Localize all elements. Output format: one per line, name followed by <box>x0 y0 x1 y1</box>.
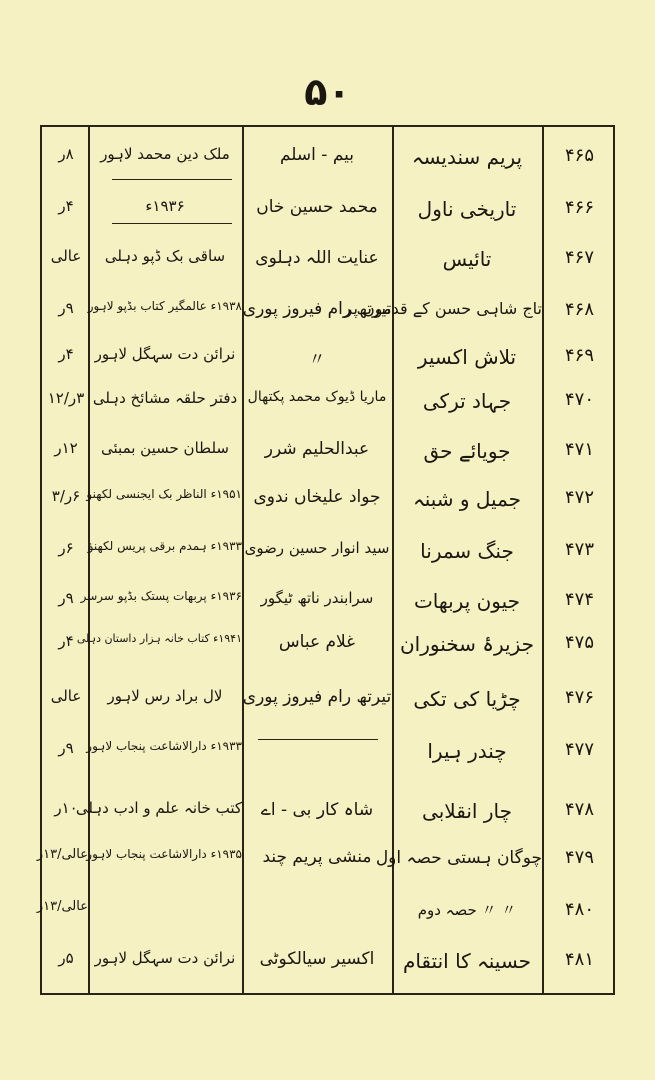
book-publisher: ۱۹۳۶ء <box>145 197 185 215</box>
book-publisher: ملک دین محمد لاہور <box>100 145 230 163</box>
book-price: ۴ر <box>58 197 74 215</box>
book-publisher: لال براد رس لاہور <box>107 687 223 705</box>
entry-number: ۴۶۶ <box>564 197 594 218</box>
book-title: تاج شاہی حسن کے قدموں پر <box>344 299 542 318</box>
book-publisher: نرائن دت سہگل لاہور <box>94 949 236 967</box>
book-author: عنایت اللہ دہلوی <box>255 248 379 268</box>
book-author: منشی پریم چند <box>262 847 372 867</box>
entry-number: ۴۶۹ <box>564 345 594 366</box>
book-title: جنگ سمرنا <box>420 539 514 563</box>
book-title: چندر ہیرا <box>427 739 507 763</box>
entry-number: ۴۷۵ <box>564 632 594 653</box>
book-title: جہاد ترکی <box>422 389 512 413</box>
book-author: شاہ کار بی - اے <box>260 800 374 820</box>
entry-number: ۴۶۷ <box>564 247 594 268</box>
entry-number: ۴۷۰ <box>564 389 594 410</box>
entry-number: ۴۶۸ <box>564 299 594 320</box>
book-publisher: ۱۹۳۵ء دارالاشاعت پنجاب لاہور <box>86 847 242 861</box>
book-publisher: ۱۹۳۳ء دارالاشاعت پنجاب لاہور <box>86 739 242 753</box>
book-price: ۱۲ر <box>54 439 78 457</box>
book-title: تاریخی ناول <box>417 197 517 221</box>
row-rule <box>112 179 232 180</box>
book-price: ۸ر <box>58 145 74 163</box>
book-publisher: ۱۹۳۳ء ہمدم برقی پریس لکھنؤ <box>87 539 242 553</box>
entry-number: ۴۸۱ <box>564 949 594 970</box>
book-price: عالی <box>50 687 82 705</box>
book-title: حسینہ کا انتقام <box>402 949 532 973</box>
row-rule <box>258 739 378 740</box>
book-price: ۵ر <box>58 949 74 967</box>
row-rule <box>112 223 232 224</box>
entry-number: ۴۷۴ <box>564 589 594 610</box>
book-price: ۱۰ر <box>54 799 78 817</box>
book-title: 〃 〃 حصہ دوم <box>417 901 517 919</box>
entry-number: ۴۷۳ <box>564 539 594 560</box>
book-price: ۹ر <box>58 739 74 757</box>
book-author: سرابندر ناتھ ٹیگور <box>260 589 374 607</box>
book-price: عالی <box>50 247 82 265</box>
book-author: اکسیر سیالکوٹی <box>259 949 375 969</box>
book-title: چوگان ہستی حصہ اول <box>375 848 542 868</box>
book-price: ۹ر <box>58 589 74 607</box>
book-title: تلاش اکسیر <box>417 345 517 369</box>
book-author: محمد حسین خاں <box>256 197 378 217</box>
entry-number: ۴۷۷ <box>564 739 594 760</box>
book-publisher: نرائن دت سہگل لاہور <box>94 345 236 363</box>
book-price: ۴ر <box>58 345 74 363</box>
book-publisher: کتب خانہ علم و ادب دہلی <box>75 799 242 817</box>
book-publisher: ساقی بک ڈپو دہلی <box>104 247 226 265</box>
book-author: عبدالحلیم شرر <box>264 439 370 459</box>
book-publisher: ۱۹۳۸ء عالمگیر کتاب بڈپو لاہور <box>87 299 242 313</box>
book-price: ۹ر <box>58 299 74 317</box>
entry-number: ۴۷۹ <box>564 847 594 868</box>
book-author: بیم - اسلم <box>279 145 355 165</box>
book-price: عالی/۱۳ر <box>36 847 88 862</box>
book-publisher: ۱۹۴۱ء کتاب خانہ ہزار داستان دہلی <box>76 632 242 645</box>
book-title: جویائے حق <box>423 439 511 463</box>
entry-number: ۴۷۲ <box>564 487 594 508</box>
book-author: ماریا ڈیوک محمد پکتھال <box>247 389 387 405</box>
entry-number: ۴۷۶ <box>564 687 594 708</box>
book-author: غلام عباس <box>278 632 356 652</box>
book-price: عالی/۱۳ر <box>36 899 88 914</box>
book-publisher: ۱۹۳۶ء پربھات پستک بڈپو سرسر <box>80 589 242 603</box>
book-price: ۶ر <box>58 539 74 557</box>
book-price: ۶ر/۳ <box>51 487 81 505</box>
book-title: چار انقلابی <box>422 799 512 823</box>
entry-number: ۴۷۱ <box>564 439 594 460</box>
book-publisher: دفتر حلقہ مشائخ دہلی <box>92 389 238 407</box>
book-title: تائیس <box>442 247 492 271</box>
book-publisher: ۱۹۵۱ء الناظر بک ایجنسی لکھنؤ <box>86 487 242 501</box>
book-author: 〃 <box>308 350 326 370</box>
book-author: سید انوار حسین رضوی <box>244 539 390 557</box>
entry-number: ۴۸۰ <box>564 899 594 920</box>
book-title: پریم سندیسہ <box>411 145 523 169</box>
entry-number: ۴۷۸ <box>564 799 594 820</box>
book-price: ۳ر/۱۲ <box>47 389 85 407</box>
book-title: جیون پربھات <box>413 589 521 613</box>
entry-number: ۴۶۵ <box>564 145 594 166</box>
page-number: ۵۰ <box>304 70 351 114</box>
book-title: چڑیا کی تکی <box>413 687 521 711</box>
book-title: جزیرۂ سخنوران <box>399 632 534 656</box>
book-price: ۴ر <box>58 632 74 650</box>
book-author: تیرتھ رام فیروز پوری <box>242 299 392 319</box>
book-author: جواد علیخاں ندوی <box>253 487 381 507</box>
book-author: تیرتھ رام فیروز پوری <box>242 687 392 707</box>
catalog-table <box>36 125 615 995</box>
book-title: جمیل و شبنہ <box>412 487 522 511</box>
book-publisher: سلطان حسین بمبئی <box>101 439 229 457</box>
